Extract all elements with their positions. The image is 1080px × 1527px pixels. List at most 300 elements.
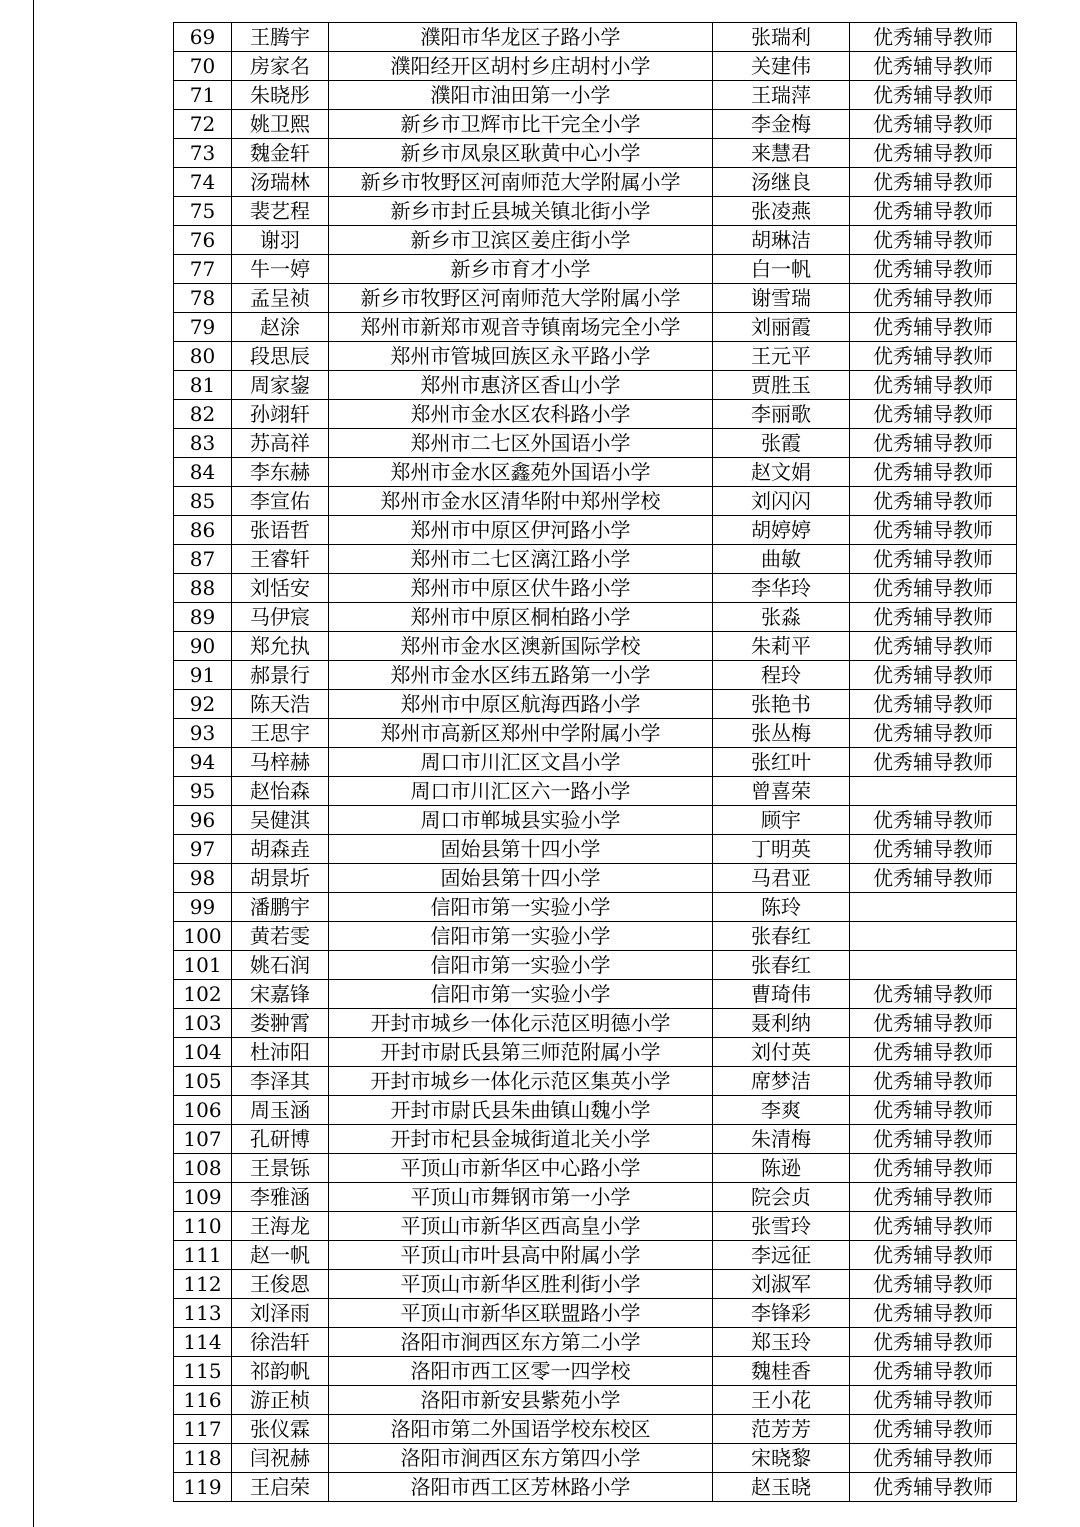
row-number-cell: 102 (174, 980, 232, 1009)
school-name-cell: 周口市川汇区文昌小学 (329, 748, 713, 777)
award-title-cell: 优秀辅导教师 (850, 748, 1017, 777)
table-row (174, 1241, 1017, 1270)
row-number-cell: 85 (174, 487, 232, 516)
row-number-cell: 75 (174, 197, 232, 226)
school-name-cell: 郑州市管城回族区永平路小学 (329, 342, 713, 371)
table-row (174, 429, 1017, 458)
table-row (174, 632, 1017, 661)
teacher-name-cell: 陈玲 (713, 893, 850, 922)
school-name-cell: 郑州市中原区桐柏路小学 (329, 603, 713, 632)
row-number-cell: 87 (174, 545, 232, 574)
award-title-cell: 优秀辅导教师 (850, 835, 1017, 864)
roster-body (174, 23, 1017, 1502)
school-name-cell: 郑州市金水区鑫苑外国语小学 (329, 458, 713, 487)
row-number-cell: 78 (174, 284, 232, 313)
table-row (174, 1444, 1017, 1473)
award-roster-table (173, 22, 1017, 1502)
table-row (174, 719, 1017, 748)
school-name-cell: 新乡市牧野区河南师范大学附属小学 (329, 168, 713, 197)
table-row (174, 893, 1017, 922)
student-name-cell: 魏金轩 (232, 139, 329, 168)
award-title-cell: 优秀辅导教师 (850, 1038, 1017, 1067)
row-number-cell: 84 (174, 458, 232, 487)
row-number-cell: 79 (174, 313, 232, 342)
school-name-cell: 平顶山市新华区联盟路小学 (329, 1299, 713, 1328)
row-number-cell: 114 (174, 1328, 232, 1357)
student-name-cell: 王腾宇 (232, 23, 329, 52)
table-row (174, 748, 1017, 777)
row-number-cell: 93 (174, 719, 232, 748)
student-name-cell: 赵怡森 (232, 777, 329, 806)
table-row (174, 661, 1017, 690)
teacher-name-cell: 刘闪闪 (713, 487, 850, 516)
row-number-cell: 108 (174, 1154, 232, 1183)
award-title-cell (850, 893, 1017, 922)
award-title-cell: 优秀辅导教师 (850, 1444, 1017, 1473)
award-title-cell (850, 922, 1017, 951)
row-number-cell: 105 (174, 1067, 232, 1096)
award-title-cell: 优秀辅导教师 (850, 632, 1017, 661)
row-number-cell: 96 (174, 806, 232, 835)
school-name-cell: 郑州市二七区外国语小学 (329, 429, 713, 458)
student-name-cell: 周玉涵 (232, 1096, 329, 1125)
row-number-cell: 97 (174, 835, 232, 864)
school-name-cell: 开封市尉氏县第三师范附属小学 (329, 1038, 713, 1067)
award-title-cell: 优秀辅导教师 (850, 719, 1017, 748)
table-row (174, 1009, 1017, 1038)
award-title-cell: 优秀辅导教师 (850, 342, 1017, 371)
school-name-cell: 郑州市金水区清华附中郑州学校 (329, 487, 713, 516)
teacher-name-cell: 李远征 (713, 1241, 850, 1270)
school-name-cell: 周口市郸城县实验小学 (329, 806, 713, 835)
teacher-name-cell: 贾胜玉 (713, 371, 850, 400)
row-number-cell: 95 (174, 777, 232, 806)
student-name-cell: 汤瑞林 (232, 168, 329, 197)
table-row (174, 1386, 1017, 1415)
table-row (174, 284, 1017, 313)
student-name-cell: 郝景行 (232, 661, 329, 690)
award-title-cell: 优秀辅导教师 (850, 1270, 1017, 1299)
student-name-cell: 游正桢 (232, 1386, 329, 1415)
student-name-cell: 孙翊轩 (232, 400, 329, 429)
table-row (174, 23, 1017, 52)
award-title-cell: 优秀辅导教师 (850, 690, 1017, 719)
award-title-cell: 优秀辅导教师 (850, 1241, 1017, 1270)
teacher-name-cell: 魏桂香 (713, 1357, 850, 1386)
school-name-cell: 信阳市第一实验小学 (329, 922, 713, 951)
teacher-name-cell: 宋晓黎 (713, 1444, 850, 1473)
teacher-name-cell: 谢雪瑞 (713, 284, 850, 313)
award-title-cell: 优秀辅导教师 (850, 1299, 1017, 1328)
school-name-cell: 平顶山市叶县高中附属小学 (329, 1241, 713, 1270)
row-number-cell: 101 (174, 951, 232, 980)
school-name-cell: 洛阳市西工区零一四学校 (329, 1357, 713, 1386)
teacher-name-cell: 胡琳洁 (713, 226, 850, 255)
row-number-cell: 98 (174, 864, 232, 893)
award-title-cell: 优秀辅导教师 (850, 1096, 1017, 1125)
teacher-name-cell: 刘淑军 (713, 1270, 850, 1299)
teacher-name-cell: 曹琦伟 (713, 980, 850, 1009)
table-row (174, 197, 1017, 226)
award-title-cell: 优秀辅导教师 (850, 110, 1017, 139)
school-name-cell: 郑州市中原区伏牛路小学 (329, 574, 713, 603)
award-title-cell: 优秀辅导教师 (850, 1357, 1017, 1386)
student-name-cell: 谢羽 (232, 226, 329, 255)
row-number-cell: 92 (174, 690, 232, 719)
row-number-cell: 100 (174, 922, 232, 951)
student-name-cell: 王海龙 (232, 1212, 329, 1241)
school-name-cell: 新乡市卫滨区姜庄街小学 (329, 226, 713, 255)
school-name-cell: 郑州市中原区伊河路小学 (329, 516, 713, 545)
table-row (174, 400, 1017, 429)
student-name-cell: 裴艺程 (232, 197, 329, 226)
teacher-name-cell: 李锋彩 (713, 1299, 850, 1328)
student-name-cell: 姚卫熙 (232, 110, 329, 139)
teacher-name-cell: 赵玉晓 (713, 1473, 850, 1502)
teacher-name-cell: 张春红 (713, 922, 850, 951)
teacher-name-cell: 李华玲 (713, 574, 850, 603)
teacher-name-cell: 张凌燕 (713, 197, 850, 226)
table-row (174, 1038, 1017, 1067)
teacher-name-cell: 程玲 (713, 661, 850, 690)
table-row (174, 1473, 1017, 1502)
table-row (174, 168, 1017, 197)
table-row (174, 81, 1017, 110)
student-name-cell: 李东赫 (232, 458, 329, 487)
row-number-cell: 77 (174, 255, 232, 284)
teacher-name-cell: 顾宇 (713, 806, 850, 835)
row-number-cell: 70 (174, 52, 232, 81)
table-row (174, 342, 1017, 371)
row-number-cell: 72 (174, 110, 232, 139)
award-title-cell: 优秀辅导教师 (850, 400, 1017, 429)
student-name-cell: 李泽其 (232, 1067, 329, 1096)
school-name-cell: 郑州市二七区漓江路小学 (329, 545, 713, 574)
student-name-cell: 刘恬安 (232, 574, 329, 603)
award-title-cell: 优秀辅导教师 (850, 1183, 1017, 1212)
award-title-cell: 优秀辅导教师 (850, 23, 1017, 52)
row-number-cell: 76 (174, 226, 232, 255)
table-row (174, 1183, 1017, 1212)
award-title-cell: 优秀辅导教师 (850, 574, 1017, 603)
student-name-cell: 闫祝赫 (232, 1444, 329, 1473)
page-margin-line (33, 0, 34, 1527)
table-row (174, 806, 1017, 835)
row-number-cell: 115 (174, 1357, 232, 1386)
school-name-cell: 郑州市中原区航海西路小学 (329, 690, 713, 719)
teacher-name-cell: 张淼 (713, 603, 850, 632)
teacher-name-cell: 张霞 (713, 429, 850, 458)
school-name-cell: 新乡市封丘县城关镇北街小学 (329, 197, 713, 226)
school-name-cell: 郑州市金水区纬五路第一小学 (329, 661, 713, 690)
table-row (174, 371, 1017, 400)
school-name-cell: 洛阳市涧西区东方第四小学 (329, 1444, 713, 1473)
row-number-cell: 99 (174, 893, 232, 922)
table-row (174, 980, 1017, 1009)
award-title-cell (850, 777, 1017, 806)
table-row (174, 139, 1017, 168)
award-title-cell: 优秀辅导教师 (850, 661, 1017, 690)
teacher-name-cell: 范芳芳 (713, 1415, 850, 1444)
award-title-cell: 优秀辅导教师 (850, 980, 1017, 1009)
student-name-cell: 王启荣 (232, 1473, 329, 1502)
teacher-name-cell: 张丛梅 (713, 719, 850, 748)
student-name-cell: 姚石润 (232, 951, 329, 980)
table-row (174, 1357, 1017, 1386)
school-name-cell: 郑州市金水区农科路小学 (329, 400, 713, 429)
student-name-cell: 郑允执 (232, 632, 329, 661)
row-number-cell: 83 (174, 429, 232, 458)
student-name-cell: 王景铄 (232, 1154, 329, 1183)
teacher-name-cell: 院会贞 (713, 1183, 850, 1212)
table-row (174, 1067, 1017, 1096)
school-name-cell: 濮阳市华龙区子路小学 (329, 23, 713, 52)
student-name-cell: 王思宇 (232, 719, 329, 748)
student-name-cell: 徐浩轩 (232, 1328, 329, 1357)
school-name-cell: 固始县第十四小学 (329, 835, 713, 864)
student-name-cell: 李雅涵 (232, 1183, 329, 1212)
student-name-cell: 房家名 (232, 52, 329, 81)
school-name-cell: 周口市川汇区六一路小学 (329, 777, 713, 806)
school-name-cell: 平顶山市舞钢市第一小学 (329, 1183, 713, 1212)
table-row (174, 690, 1017, 719)
award-title-cell: 优秀辅导教师 (850, 1386, 1017, 1415)
student-name-cell: 孔研博 (232, 1125, 329, 1154)
school-name-cell: 开封市城乡一体化示范区明德小学 (329, 1009, 713, 1038)
table-row (174, 487, 1017, 516)
teacher-name-cell: 朱莉平 (713, 632, 850, 661)
student-name-cell: 李宣佑 (232, 487, 329, 516)
teacher-name-cell: 郑玉玲 (713, 1328, 850, 1357)
table-row (174, 864, 1017, 893)
school-name-cell: 洛阳市第二外国语学校东校区 (329, 1415, 713, 1444)
row-number-cell: 111 (174, 1241, 232, 1270)
teacher-name-cell: 关建伟 (713, 52, 850, 81)
award-title-cell: 优秀辅导教师 (850, 1415, 1017, 1444)
award-title-cell: 优秀辅导教师 (850, 1067, 1017, 1096)
student-name-cell: 朱晓彤 (232, 81, 329, 110)
teacher-name-cell: 李爽 (713, 1096, 850, 1125)
row-number-cell: 86 (174, 516, 232, 545)
school-name-cell: 信阳市第一实验小学 (329, 951, 713, 980)
table-row (174, 1328, 1017, 1357)
school-name-cell: 洛阳市新安县紫苑小学 (329, 1386, 713, 1415)
teacher-name-cell: 聂利纳 (713, 1009, 850, 1038)
teacher-name-cell: 曾喜荣 (713, 777, 850, 806)
award-title-cell: 优秀辅导教师 (850, 516, 1017, 545)
award-title-cell: 优秀辅导教师 (850, 313, 1017, 342)
table-row (174, 458, 1017, 487)
student-name-cell: 马梓赫 (232, 748, 329, 777)
student-name-cell: 马伊宸 (232, 603, 329, 632)
table-row (174, 1154, 1017, 1183)
row-number-cell: 119 (174, 1473, 232, 1502)
teacher-name-cell: 陈逊 (713, 1154, 850, 1183)
teacher-name-cell: 李丽歌 (713, 400, 850, 429)
teacher-name-cell: 刘丽霞 (713, 313, 850, 342)
award-title-cell: 优秀辅导教师 (850, 1009, 1017, 1038)
row-number-cell: 104 (174, 1038, 232, 1067)
award-title-cell: 优秀辅导教师 (850, 81, 1017, 110)
row-number-cell: 118 (174, 1444, 232, 1473)
row-number-cell: 73 (174, 139, 232, 168)
award-title-cell: 优秀辅导教师 (850, 226, 1017, 255)
table-row (174, 603, 1017, 632)
teacher-name-cell: 张春红 (713, 951, 850, 980)
student-name-cell: 吴健淇 (232, 806, 329, 835)
table-row (174, 951, 1017, 980)
student-name-cell: 宋嘉锋 (232, 980, 329, 1009)
row-number-cell: 90 (174, 632, 232, 661)
table-row (174, 1096, 1017, 1125)
teacher-name-cell: 汤继良 (713, 168, 850, 197)
school-name-cell: 开封市城乡一体化示范区集英小学 (329, 1067, 713, 1096)
table-row (174, 545, 1017, 574)
award-title-cell: 优秀辅导教师 (850, 458, 1017, 487)
award-title-cell: 优秀辅导教师 (850, 1125, 1017, 1154)
student-name-cell: 孟呈祯 (232, 284, 329, 313)
row-number-cell: 103 (174, 1009, 232, 1038)
table-row (174, 226, 1017, 255)
student-name-cell: 赵涂 (232, 313, 329, 342)
row-number-cell: 71 (174, 81, 232, 110)
teacher-name-cell: 张雪玲 (713, 1212, 850, 1241)
school-name-cell: 平顶山市新华区西高皇小学 (329, 1212, 713, 1241)
award-title-cell (850, 951, 1017, 980)
teacher-name-cell: 白一帆 (713, 255, 850, 284)
student-name-cell: 陈天浩 (232, 690, 329, 719)
table-row (174, 922, 1017, 951)
teacher-name-cell: 张瑞利 (713, 23, 850, 52)
row-number-cell: 107 (174, 1125, 232, 1154)
award-title-cell: 优秀辅导教师 (850, 255, 1017, 284)
award-title-cell: 优秀辅导教师 (850, 806, 1017, 835)
student-name-cell: 张语哲 (232, 516, 329, 545)
row-number-cell: 69 (174, 23, 232, 52)
school-name-cell: 开封市杞县金城街道北关小学 (329, 1125, 713, 1154)
school-name-cell: 开封市尉氏县朱曲镇山魏小学 (329, 1096, 713, 1125)
row-number-cell: 88 (174, 574, 232, 603)
row-number-cell: 74 (174, 168, 232, 197)
teacher-name-cell: 席梦洁 (713, 1067, 850, 1096)
student-name-cell: 周家鋆 (232, 371, 329, 400)
award-title-cell: 优秀辅导教师 (850, 1328, 1017, 1357)
teacher-name-cell: 胡婷婷 (713, 516, 850, 545)
school-name-cell: 信阳市第一实验小学 (329, 980, 713, 1009)
row-number-cell: 82 (174, 400, 232, 429)
award-title-cell: 优秀辅导教师 (850, 487, 1017, 516)
row-number-cell: 110 (174, 1212, 232, 1241)
award-title-cell: 优秀辅导教师 (850, 545, 1017, 574)
school-name-cell: 濮阳市油田第一小学 (329, 81, 713, 110)
table-row (174, 110, 1017, 139)
student-name-cell: 王俊恩 (232, 1270, 329, 1299)
teacher-name-cell: 曲敏 (713, 545, 850, 574)
row-number-cell: 80 (174, 342, 232, 371)
award-title-cell: 优秀辅导教师 (850, 1473, 1017, 1502)
award-title-cell: 优秀辅导教师 (850, 52, 1017, 81)
row-number-cell: 91 (174, 661, 232, 690)
table-row (174, 1125, 1017, 1154)
award-title-cell: 优秀辅导教师 (850, 603, 1017, 632)
student-name-cell: 段思辰 (232, 342, 329, 371)
row-number-cell: 112 (174, 1270, 232, 1299)
award-title-cell: 优秀辅导教师 (850, 284, 1017, 313)
table-row (174, 1212, 1017, 1241)
school-name-cell: 郑州市新郑市观音寺镇南场完全小学 (329, 313, 713, 342)
table-row (174, 835, 1017, 864)
student-name-cell: 牛一婷 (232, 255, 329, 284)
teacher-name-cell: 丁明英 (713, 835, 850, 864)
table-row (174, 313, 1017, 342)
table-row (174, 1270, 1017, 1299)
row-number-cell: 94 (174, 748, 232, 777)
teacher-name-cell: 张艳书 (713, 690, 850, 719)
award-title-cell: 优秀辅导教师 (850, 1154, 1017, 1183)
teacher-name-cell: 张红叶 (713, 748, 850, 777)
row-number-cell: 109 (174, 1183, 232, 1212)
student-name-cell: 胡景圻 (232, 864, 329, 893)
teacher-name-cell: 来慧君 (713, 139, 850, 168)
school-name-cell: 平顶山市新华区中心路小学 (329, 1154, 713, 1183)
row-number-cell: 113 (174, 1299, 232, 1328)
row-number-cell: 106 (174, 1096, 232, 1125)
student-name-cell: 祁韵帆 (232, 1357, 329, 1386)
row-number-cell: 116 (174, 1386, 232, 1415)
student-name-cell: 杜沛阳 (232, 1038, 329, 1067)
school-name-cell: 固始县第十四小学 (329, 864, 713, 893)
award-title-cell: 优秀辅导教师 (850, 139, 1017, 168)
school-name-cell: 郑州市惠济区香山小学 (329, 371, 713, 400)
table-row (174, 1415, 1017, 1444)
award-title-cell: 优秀辅导教师 (850, 197, 1017, 226)
table-row (174, 52, 1017, 81)
student-name-cell: 王睿轩 (232, 545, 329, 574)
teacher-name-cell: 朱清梅 (713, 1125, 850, 1154)
school-name-cell: 新乡市卫辉市比干完全小学 (329, 110, 713, 139)
table-row (174, 1299, 1017, 1328)
student-name-cell: 赵一帆 (232, 1241, 329, 1270)
teacher-name-cell: 李金梅 (713, 110, 850, 139)
student-name-cell: 娄翀霄 (232, 1009, 329, 1038)
student-name-cell: 胡森垚 (232, 835, 329, 864)
school-name-cell: 郑州市金水区澳新国际学校 (329, 632, 713, 661)
teacher-name-cell: 王元平 (713, 342, 850, 371)
award-title-cell: 优秀辅导教师 (850, 371, 1017, 400)
teacher-name-cell: 马君亚 (713, 864, 850, 893)
teacher-name-cell: 王小花 (713, 1386, 850, 1415)
teacher-name-cell: 赵文娟 (713, 458, 850, 487)
table-row (174, 777, 1017, 806)
school-name-cell: 洛阳市涧西区东方第二小学 (329, 1328, 713, 1357)
table-row (174, 516, 1017, 545)
school-name-cell: 信阳市第一实验小学 (329, 893, 713, 922)
school-name-cell: 郑州市高新区郑州中学附属小学 (329, 719, 713, 748)
school-name-cell: 新乡市凤泉区耿黄中心小学 (329, 139, 713, 168)
student-name-cell: 张仪霖 (232, 1415, 329, 1444)
school-name-cell: 洛阳市西工区芳林路小学 (329, 1473, 713, 1502)
student-name-cell: 刘泽雨 (232, 1299, 329, 1328)
award-title-cell: 优秀辅导教师 (850, 168, 1017, 197)
school-name-cell: 新乡市牧野区河南师范大学附属小学 (329, 284, 713, 313)
row-number-cell: 89 (174, 603, 232, 632)
school-name-cell: 平顶山市新华区胜利街小学 (329, 1270, 713, 1299)
student-name-cell: 潘鹏宇 (232, 893, 329, 922)
school-name-cell: 濮阳经开区胡村乡庄胡村小学 (329, 52, 713, 81)
award-title-cell: 优秀辅导教师 (850, 429, 1017, 458)
teacher-name-cell: 王瑞萍 (713, 81, 850, 110)
award-title-cell: 优秀辅导教师 (850, 864, 1017, 893)
